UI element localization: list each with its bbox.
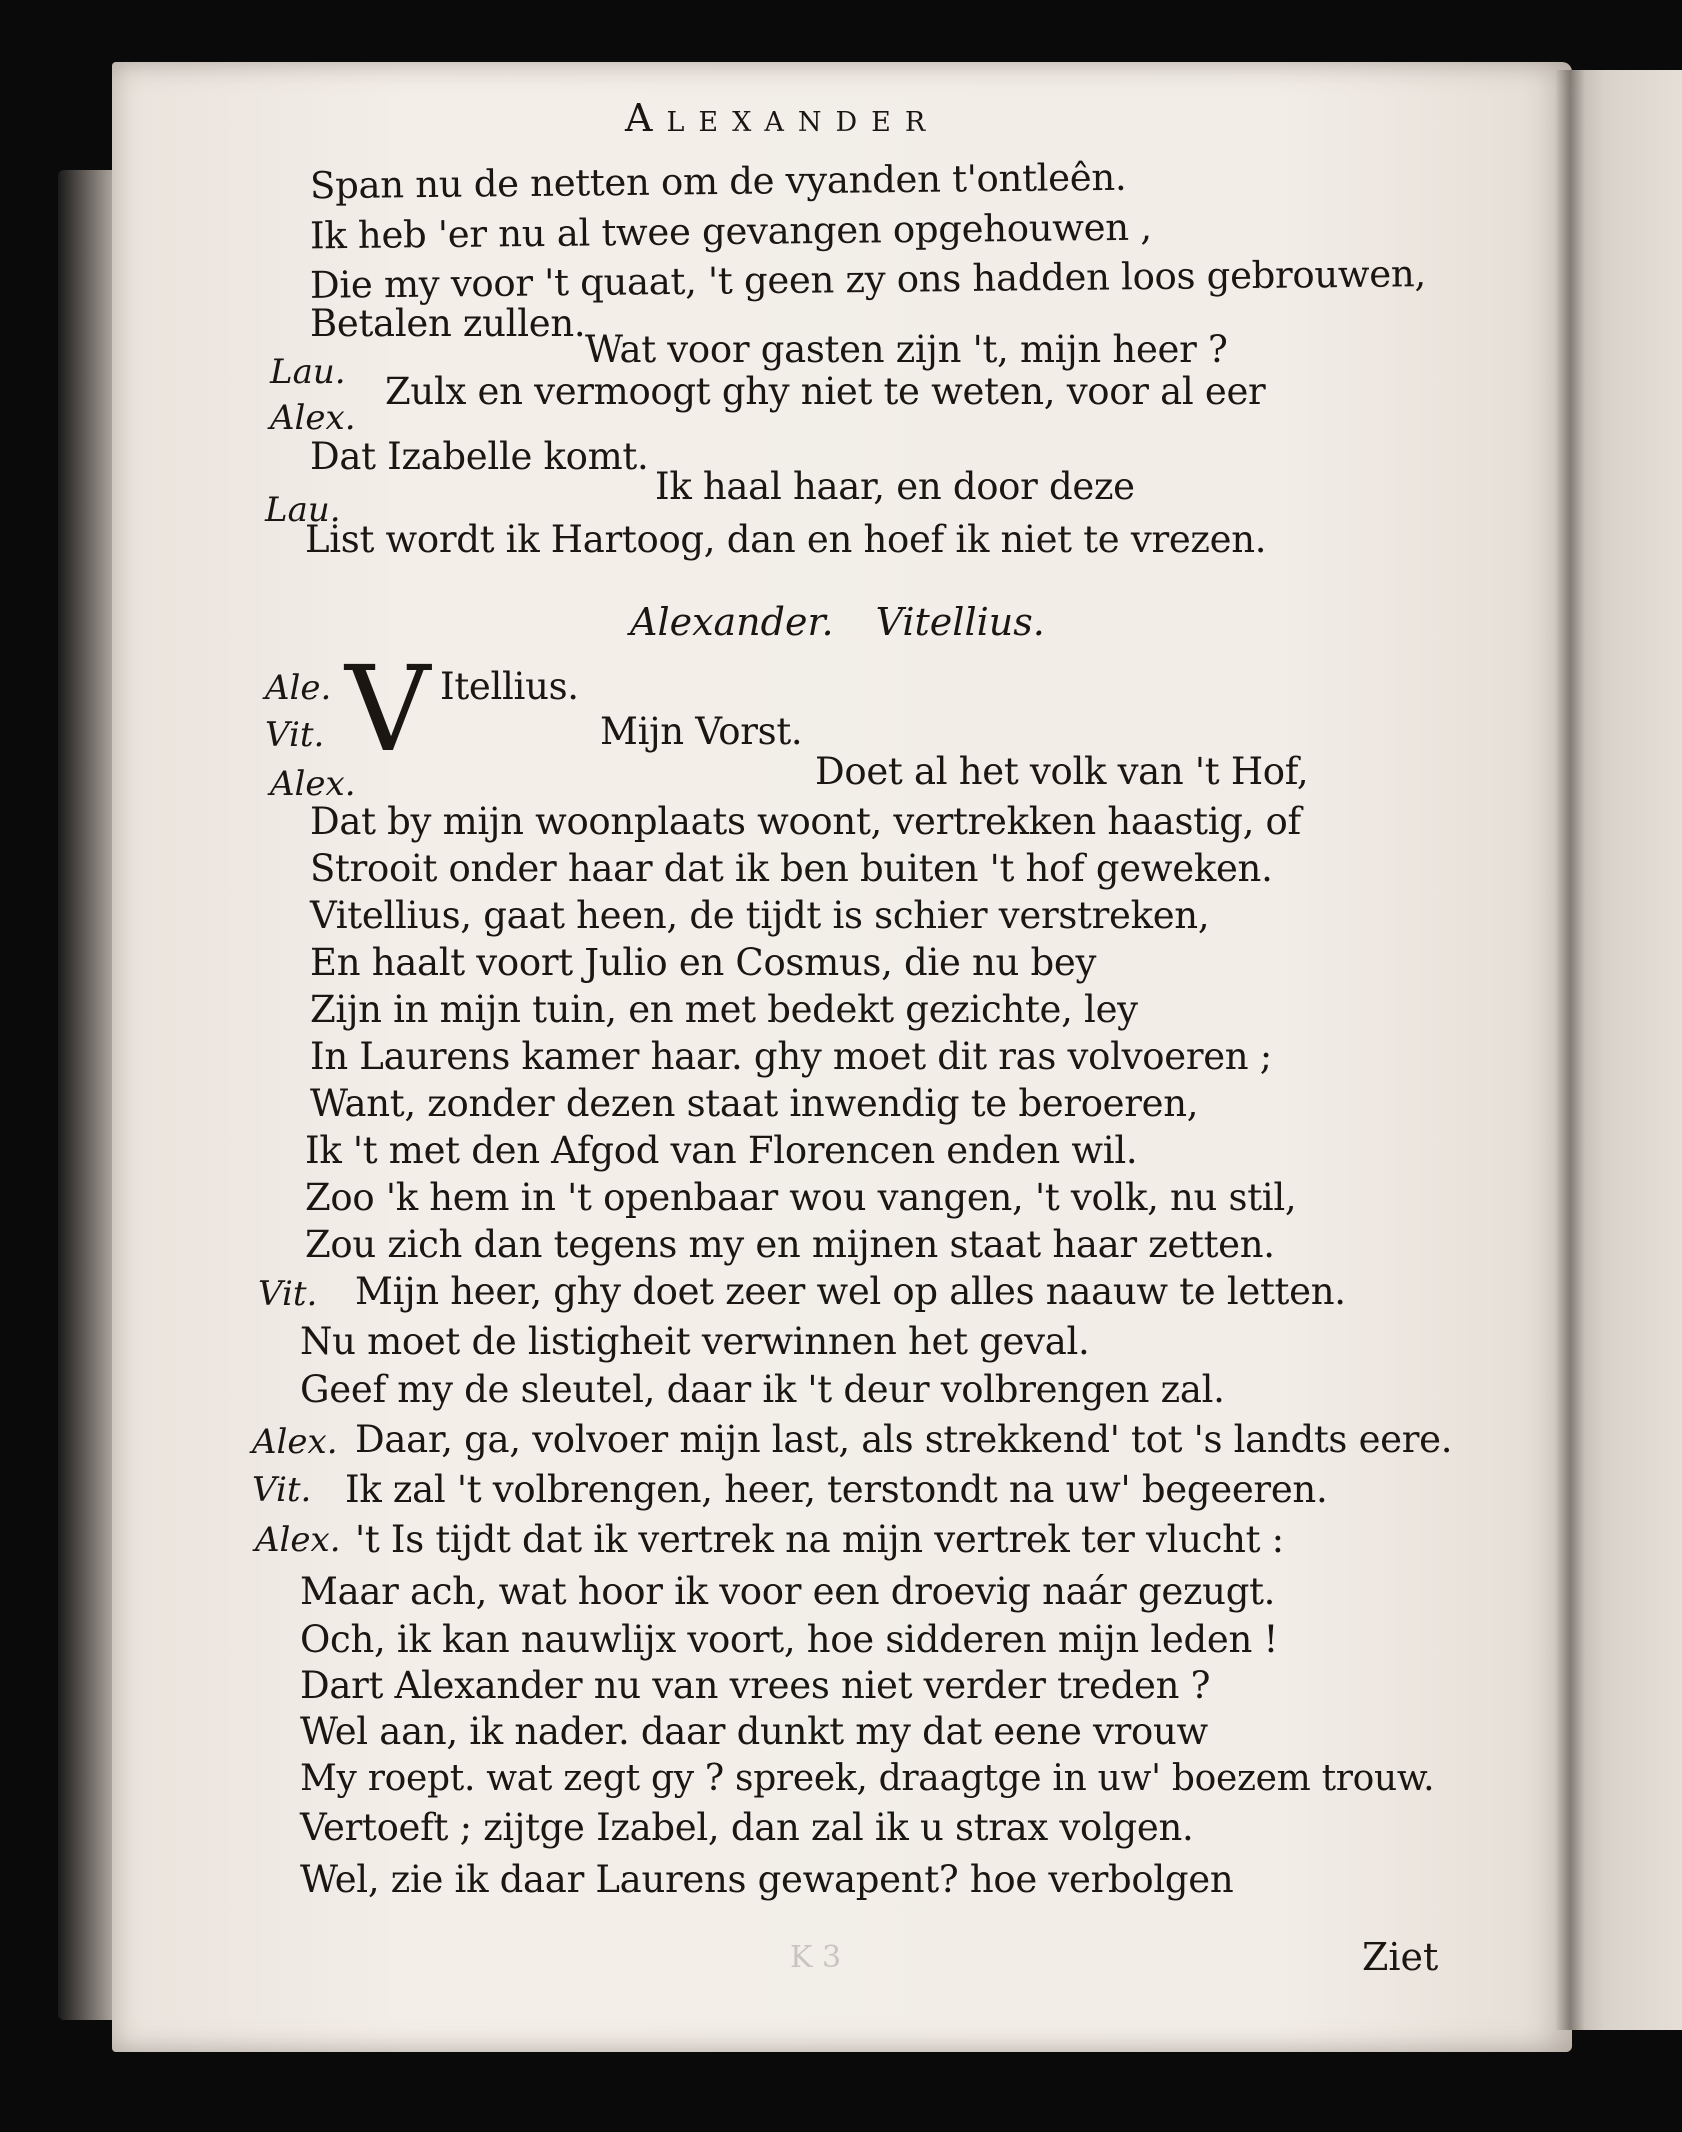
text-line: Maar ach, wat hoor ik voor een droevig naár gezugt.	[300, 1570, 1276, 1613]
text-line: Wel, zie ik daar Laurens gewapent? hoe verbolgen	[300, 1858, 1234, 1901]
speaker-label: Lau.	[265, 490, 341, 530]
signature-mark: K 3	[790, 1940, 842, 1975]
text-line: Vitellius, gaat heen, de tijdt is schier verstreken,	[310, 894, 1210, 937]
text-line: Zou zich dan tegens my en mijnen staat haar zetten.	[305, 1223, 1275, 1266]
text-line: Dat Izabelle komt.	[310, 435, 649, 478]
text-line: Strooit onder haar dat ik ben buiten 't hof geweken.	[310, 847, 1273, 890]
facing-page-edge	[1572, 70, 1682, 2030]
text-line: Itellius.	[440, 665, 579, 708]
speaker-label: Alex.	[252, 1422, 338, 1462]
page-gutter	[1555, 70, 1585, 2030]
text-line: Mijn Vorst.	[600, 710, 803, 753]
speaker-label: Vit.	[265, 715, 325, 755]
speaker-label: Lau.	[270, 352, 346, 392]
text-line: List wordt ik Hartoog, dan en hoef ik niet te vrezen.	[305, 518, 1267, 561]
text-line: Zulx en vermoogt ghy niet te weten, voor al eer	[385, 370, 1266, 413]
text-line: Vertoeft ; zijtge Izabel, dan zal ik u strax volgen.	[300, 1806, 1194, 1849]
text-line: Dart Alexander nu van vrees niet verder treden ?	[300, 1664, 1211, 1707]
text-line: En haalt voort Julio en Cosmus, die nu bey	[310, 941, 1097, 984]
catchword: Ziet	[1362, 1935, 1439, 1979]
text-line: Zoo 'k hem in 't openbaar wou vangen, 't volk, nu stil,	[305, 1176, 1297, 1219]
speaker-label: Vit.	[258, 1274, 318, 1314]
text-line: Mijn heer, ghy doet zeer wel op alles naauw te letten.	[355, 1270, 1346, 1313]
text-line: 't Is tijdt dat ik vertrek na mijn vertrek ter vlucht :	[355, 1518, 1284, 1561]
dropcap-initial: V	[345, 640, 431, 778]
text-line: Ik zal 't volbrengen, heer, terstondt na uw' begeeren.	[345, 1468, 1328, 1511]
text-line: Daar, ga, volvoer mijn last, als strekkend' tot 's landts eere.	[355, 1418, 1453, 1461]
text-line: Och, ik kan nauwlijx voort, hoe sidderen mijn leden !	[300, 1618, 1279, 1661]
speaker-label: Ale.	[265, 668, 332, 708]
scene-heading: Alexander. Vitellius.	[630, 600, 1045, 644]
text-line: Wat voor gasten zijn 't, mijn heer ?	[585, 328, 1228, 371]
speaker-label: Alex.	[255, 1520, 341, 1560]
text-line: Span nu de netten om de vyanden t'ontleên.	[309, 155, 1127, 208]
text-line: Nu moet de listigheit verwinnen het geval.	[300, 1320, 1090, 1363]
text-line: Betalen zullen.	[310, 302, 586, 345]
running-header: Alexander	[625, 96, 940, 140]
speaker-label: Alex.	[270, 764, 356, 804]
text-line: Ik haal haar, en door deze	[655, 465, 1135, 508]
text-line: Geef my de sleutel, daar ik 't deur volbrengen zal.	[300, 1368, 1225, 1411]
text-line: Ik heb 'er nu al twee gevangen opgehouwen ,	[309, 205, 1152, 258]
text-line: In Laurens kamer haar. ghy moet dit ras volvoeren ;	[310, 1035, 1272, 1078]
text-line: My roept. wat zegt gy ? spreek, draagtge in uw' boezem trouw.	[300, 1758, 1435, 1799]
text-line: Want, zonder dezen staat inwendig te beroeren,	[310, 1082, 1199, 1125]
text-line: Die my voor 't quaat, 't geen zy ons hadden loos gebrouwen,	[309, 252, 1427, 307]
text-line: Ik 't met den Afgod van Florencen enden wil.	[305, 1129, 1138, 1172]
speaker-label: Vit.	[252, 1470, 312, 1510]
show-through-text	[1362, 82, 1384, 170]
text-line: Doet al het volk van 't Hof,	[815, 750, 1309, 793]
text-line: Dat by mijn woonplaats woont, vertrekken haastig, of	[310, 800, 1301, 843]
book-edge-left	[58, 170, 118, 2020]
speaker-label: Alex.	[270, 398, 356, 438]
text-line: Wel aan, ik nader. daar dunkt my dat eene vrouw	[300, 1710, 1208, 1753]
text-line: Zijn in mijn tuin, en met bedekt gezichte, ley	[310, 988, 1138, 1031]
